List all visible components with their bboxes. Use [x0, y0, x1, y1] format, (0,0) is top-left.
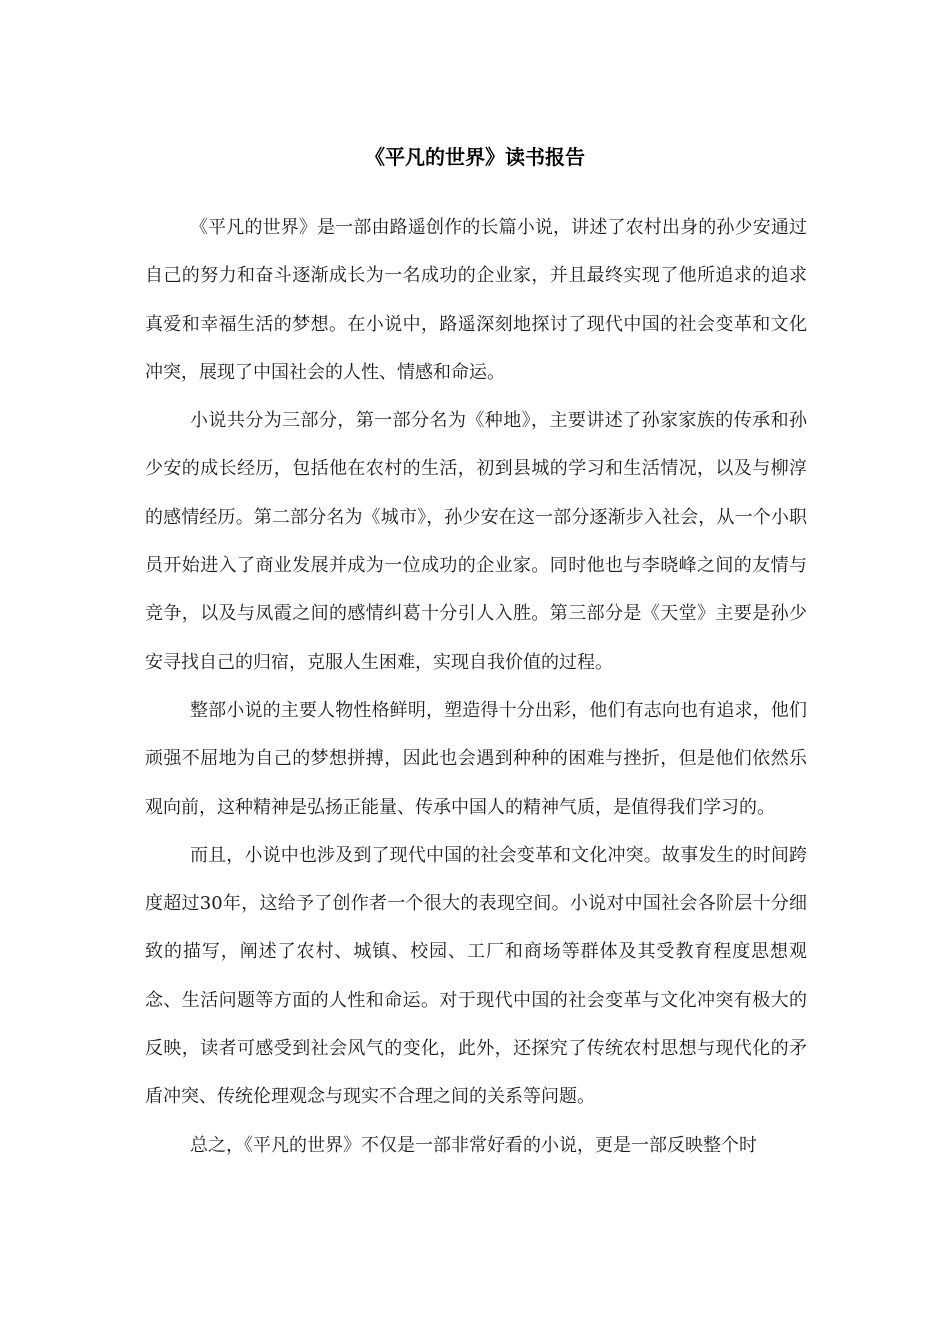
document-title: 《平凡的世界》读书报告 [365, 145, 585, 169]
paragraph-intro: 《平凡的世界》是一部由路遥创作的长篇小说，讲述了农村出身的孙少安通过自己的努力和奋斗逐渐成长为一名成功的企业家，并且最终实现了他所追求的追求真爱和幸福生活的梦想。在小说中，路遥深刻地探讨了现代中国的社会变革和文化冲突，展现了中国社会的人性、情感和命运。 [145, 217, 807, 383]
document-body [145, 204, 807, 1170]
paragraph-structure: 小说共分为三部分，第一部分名为《种地》，主要讲述了孙家家族的传承和孙少安的成长经历，包括他在农村的生活，初到县城的学习和生活情况，以及与柳淳的感情经历。第二部分名为《城市》，孙少安在这一部分逐渐步入社会，从一个小职员开始进入了商业发展并成为一位成功的企业家。同时他也与李晓峰之间的友情与竞争，以及与凤霞之间的感情纠葛十分引人入胜。第三部分是《天堂》主要是孙少安寻找自己的归宿，克服人生困难，实现自我价值的过程。 [145, 410, 807, 673]
paragraph-social-change: 而且，小说中也涉及到了现代中国的社会变革和文化冲突。故事发生的时间跨度超过30年，这给予了创作者一个很大的表现空间。小说对中国社会各阶层十分细致的描写，阐述了农村、城镇、校园、工厂和商场等群体及其受教育程度思想观念、生活问题等方面的人性和命运。对于现代中国的社会变革与文化冲突有极大的反映，读者可感受到社会风气的变化，此外，还探究了传统农村思想与现代化的矛盾冲突、传统伦理观念与现实不合理之间的关系等问题。 [145, 844, 807, 1108]
paragraph-conclusion: 总之，《平凡的世界》不仅是一部非常好看的小说，更是一部反映整个时 [190, 1134, 757, 1156]
paragraph-characters: 整部小说的主要人物性格鲜明，塑造得十分出彩，他们有志向也有追求，他们顽强不屈地为自己的梦想拼搏，因此也会遇到种种的困难与挫折，但是他们依然乐观向前，这种精神是弘扬正能量、传承中国人的精神气质，是值得我们学习的。 [145, 699, 807, 818]
